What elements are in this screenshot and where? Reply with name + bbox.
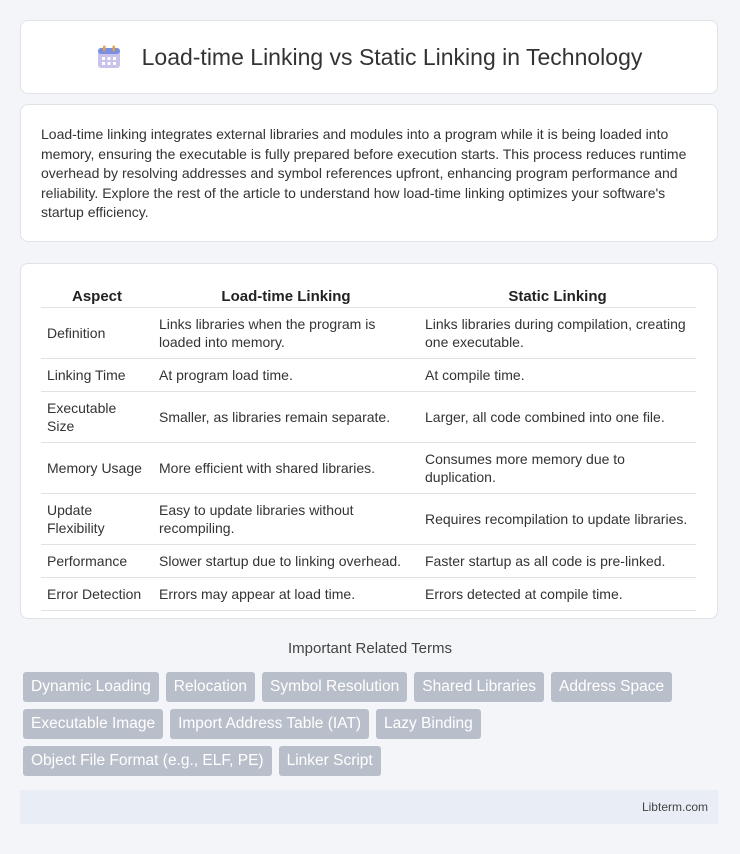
row-static: Faster startup as all code is pre-linked. <box>419 545 696 578</box>
header-aspect: Aspect <box>41 284 153 308</box>
intro-text: Load-time linking integrates external libraries and modules into a program while it is being loaded into memory, ensuring the executable is fully prepared before execution starts. This process reduces runtime overhead by resolving addresses and symbol references upfront, enhancing program performance and reliability. Explore the rest of the article to understand how load-time linking optimizes your software's startup efficiency. <box>41 126 687 220</box>
row-load-time: Slower startup due to linking overhead. <box>153 545 419 578</box>
row-load-time: Smaller, as libraries remain separate. <box>153 392 419 443</box>
related-term-tag[interactable]: Shared Libraries <box>414 672 544 702</box>
row-load-time: At program load time. <box>153 359 419 392</box>
row-static: Links libraries during compilation, creating one executable. <box>419 308 696 359</box>
related-term-tag[interactable]: Lazy Binding <box>376 709 481 739</box>
row-aspect: Memory Usage <box>41 443 153 494</box>
related-terms-title: Important Related Terms <box>288 640 452 657</box>
related-terms-list <box>23 672 723 776</box>
row-aspect: Linking Time <box>41 359 153 392</box>
header-static: Static Linking <box>419 284 696 308</box>
row-static: Requires recompilation to update libraries. <box>419 494 696 545</box>
row-aspect: Executable Size <box>41 392 153 443</box>
row-load-time: More efficient with shared libraries. <box>153 443 419 494</box>
table-header-row <box>41 284 696 308</box>
page-title: Load-time Linking vs Static Linking in Technology <box>141 43 643 70</box>
row-aspect: Definition <box>41 308 153 359</box>
row-aspect: Error Detection <box>41 578 153 611</box>
table-row <box>41 494 696 545</box>
comparison-table-card <box>20 263 718 619</box>
related-term-tag[interactable]: Address Space <box>551 672 672 702</box>
related-term-tag[interactable]: Linker Script <box>279 746 381 776</box>
row-static: Errors detected at compile time. <box>419 578 696 611</box>
related-term-tag[interactable]: Executable Image <box>23 709 163 739</box>
table-row <box>41 392 696 443</box>
related-term-tag[interactable]: Import Address Table (IAT) <box>170 709 369 739</box>
table-row <box>41 578 696 611</box>
row-load-time: Links libraries when the program is loaded into memory. <box>153 308 419 359</box>
footer-site-link[interactable]: Libterm.com <box>641 800 708 814</box>
table-row <box>41 308 696 359</box>
row-static: Larger, all code combined into one file. <box>419 392 696 443</box>
row-aspect: Update Flexibility <box>41 494 153 545</box>
header-card <box>20 20 718 94</box>
row-load-time: Errors may appear at load time. <box>153 578 419 611</box>
related-term-tag[interactable]: Relocation <box>166 672 255 702</box>
row-static: Consumes more memory due to duplication. <box>419 443 696 494</box>
table-row <box>41 443 696 494</box>
row-aspect: Performance <box>41 545 153 578</box>
row-load-time: Easy to update libraries without recompiling. <box>153 494 419 545</box>
related-term-tag[interactable]: Symbol Resolution <box>262 672 407 702</box>
intro-card <box>20 104 718 242</box>
table-row <box>41 545 696 578</box>
header-load-time: Load-time Linking <box>153 284 419 308</box>
table-row <box>41 359 696 392</box>
related-term-tag[interactable]: Object File Format (e.g., ELF, PE) <box>23 746 272 776</box>
calendar-icon <box>96 44 122 70</box>
comparison-table <box>41 284 696 611</box>
footer <box>20 790 718 824</box>
related-term-tag[interactable]: Dynamic Loading <box>23 672 159 702</box>
row-static: At compile time. <box>419 359 696 392</box>
